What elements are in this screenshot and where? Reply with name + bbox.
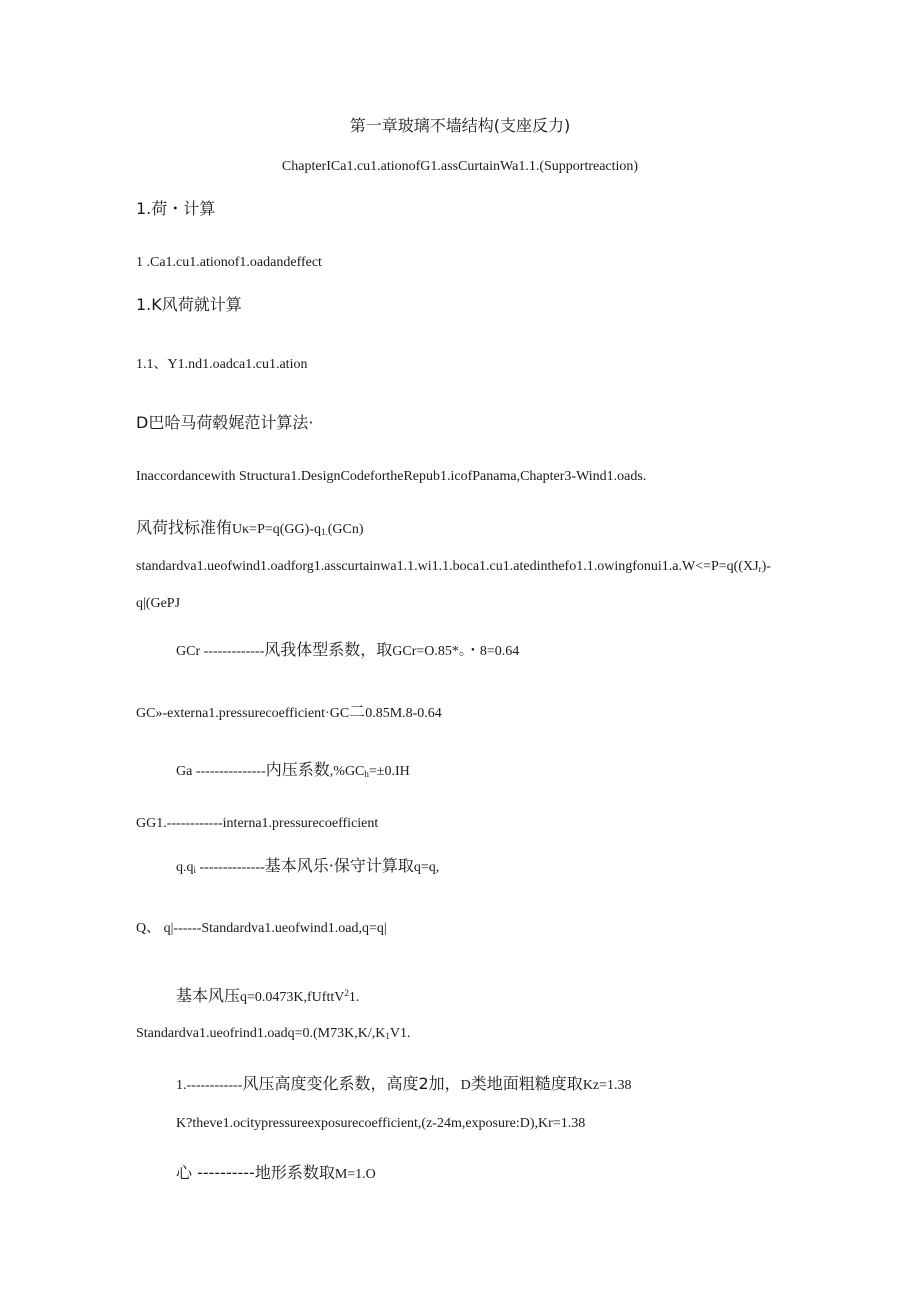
symbol: q.q: [176, 860, 194, 875]
formula-part: Uκ=P=q(GG)-q: [232, 522, 321, 537]
dash-leader: --------------: [199, 860, 265, 875]
qq-definition: [176, 857, 439, 879]
subscript: r: [758, 564, 762, 574]
value: =±0.IH: [368, 764, 410, 779]
symbol: Ga: [176, 764, 193, 779]
subscript: i: [193, 865, 197, 875]
symbol-dash: 1.------------: [176, 1078, 243, 1093]
label: 基本风压: [176, 986, 241, 1005]
description: 风压高度变化系数，高度: [242, 1074, 419, 1093]
standard-value-en-line1: [136, 558, 771, 578]
text: Standardva1.ueofrind1.oadq=0.(M73K,K/,K: [136, 1026, 386, 1041]
superscript: 2: [344, 988, 349, 998]
value: GCr=O.85*。・8=0.64: [392, 644, 520, 659]
value: ,%GC: [329, 764, 365, 779]
value: q=q,: [413, 860, 440, 875]
kz-definition-en: K?theve1.ocitypressureexposurecoefficient,(z-24m,exposure:D),Kr=1.38: [176, 1116, 586, 1131]
kzt-definition: [176, 1164, 376, 1184]
section-1-1-heading: 1.K风荷就计算: [136, 295, 242, 314]
formula: 1.: [348, 990, 360, 1005]
gcr-definition: [176, 641, 519, 661]
text: GC»-externa1.pressurecoefficient·GC: [136, 706, 350, 721]
standard-value-formula: [136, 519, 364, 541]
formula-subscript: 1.: [320, 527, 328, 537]
formula: q=0.0473K,fUfttV: [240, 990, 345, 1005]
symbol: 二: [349, 702, 366, 721]
standard-value-en-line2: q|(GePJ: [136, 596, 181, 611]
description: 基本风乐·保守计算取: [264, 856, 414, 875]
subscript: 1: [385, 1031, 390, 1041]
q-standard-en: Q、 q|------Standardva1.ueofwind1.oad,q=q|: [136, 921, 387, 936]
value: Kz=1.38: [582, 1078, 632, 1093]
panama-method-text: Inaccordancewith Structura1.DesignCodefortheRepub1.icofPanama,Chapter3-Wind1.oads.: [136, 469, 647, 484]
ga-definition: [176, 761, 410, 783]
gg1-internal-en: GG1.------------interna1.pressurecoefficient: [136, 816, 379, 831]
standard-value-label: 风荷找标准侑: [136, 518, 233, 537]
formula-part: (GCn): [327, 522, 364, 537]
panama-method-heading: D巴哈马荷毂娓范计算法·: [136, 413, 314, 432]
chapter-title-en: ChapterICa1.cu1.ationofG1.assCurtainWa1.1.(Supportreaction): [281, 159, 639, 174]
kz-definition: [176, 1075, 632, 1095]
section-1-1-heading-en: 1.1、Y1.nd1.oadca1.cu1.ation: [136, 357, 308, 372]
gc-external-en: [136, 703, 442, 723]
value: D: [460, 1078, 471, 1093]
dash-leader: ---------------: [195, 764, 266, 779]
basic-wind-pressure: [176, 984, 359, 1007]
subscript: h: [364, 769, 369, 779]
description: 加，: [428, 1074, 461, 1093]
chapter-title: 第一章玻璃不墙结构(支座反力): [349, 116, 571, 135]
basic-wind-pressure-en: [136, 1025, 410, 1045]
text: standardva1.ueofwind1.oadforg1.asscurtainwa1.1.wi1.1.boca1.cu1.atedinthefo1.1.owingfonui1.a.W<=P=q((XJ: [136, 559, 759, 574]
description: 风我体型系数，取: [264, 640, 393, 659]
description: 2: [418, 1074, 429, 1093]
value: 0.85M.8-0.64: [365, 706, 442, 721]
symbol: GCr: [176, 644, 201, 659]
section-1-heading: 1.荷・计算: [136, 199, 216, 218]
value: M=1.O: [334, 1167, 376, 1182]
description: 类地面粗糙度取: [470, 1074, 583, 1093]
section-1-heading-en: 1 .Ca1.cu1.ationof1.oadandeffect: [136, 255, 322, 270]
text: )-: [761, 559, 771, 574]
dash-leader: -------------: [203, 644, 265, 659]
description: 内压系数: [265, 760, 330, 779]
text: V1.: [389, 1026, 411, 1041]
description: 心 ----------地形系数取: [176, 1163, 335, 1182]
